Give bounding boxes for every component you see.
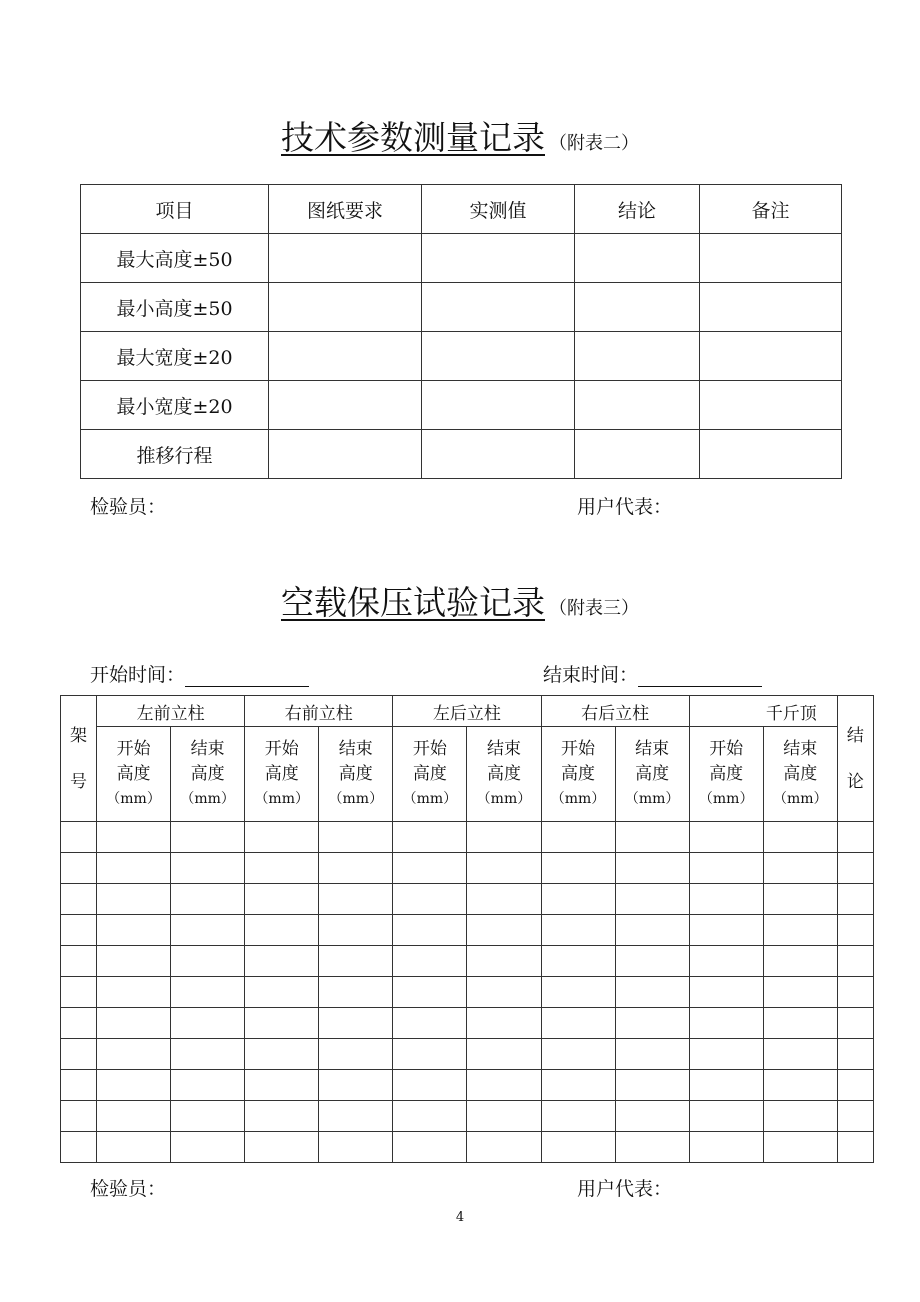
table2-input-cell[interactable] (61, 822, 97, 853)
header-line: 高度 (338, 763, 373, 784)
table2-input-cell[interactable] (393, 977, 467, 1008)
table2-input-cell[interactable] (837, 1132, 873, 1163)
table2-input-cell[interactable] (61, 884, 97, 915)
table2-input-cell[interactable] (763, 1132, 837, 1163)
table1-header-cell: 图纸要求 (269, 185, 422, 234)
section2-title-block (0, 577, 920, 624)
table1-row (81, 283, 842, 332)
table2-data-row (61, 1039, 874, 1070)
table2-data-row (61, 884, 874, 915)
table2-input-cell[interactable] (393, 1070, 467, 1101)
group-header-cell: 右后立柱 (541, 696, 689, 727)
group-header-cell: 左后立柱 (393, 696, 541, 727)
table2-input-cell[interactable] (541, 822, 615, 853)
unit-label: （mm） (106, 790, 161, 807)
table1-item-cell: 最大宽度±20 (81, 332, 269, 381)
table2-input-cell[interactable] (61, 915, 97, 946)
table2-input-cell[interactable] (467, 977, 541, 1008)
header-line: 结束 (190, 738, 225, 759)
frame-number-header (61, 696, 97, 822)
header-line: 开始 (561, 738, 596, 759)
table2-input-cell[interactable] (245, 977, 319, 1008)
table2-input-cell[interactable] (393, 915, 467, 946)
table2-input-cell[interactable] (615, 1039, 689, 1070)
table2-input-cell[interactable] (541, 1132, 615, 1163)
header-line: 结束 (486, 738, 521, 759)
table2-input-cell[interactable] (615, 1101, 689, 1132)
table2-input-cell[interactable] (615, 822, 689, 853)
table2-input-cell[interactable] (541, 977, 615, 1008)
table2-input-cell[interactable] (171, 884, 245, 915)
end-height-header (615, 727, 689, 822)
table2-input-cell[interactable] (615, 884, 689, 915)
table2-input-cell[interactable] (541, 915, 615, 946)
page-number: 4 (455, 1210, 465, 1225)
table1-input-cell[interactable] (269, 283, 422, 332)
frame-number-char: 架 (70, 725, 88, 746)
header-line: 开始 (116, 738, 151, 759)
table1-row (81, 381, 842, 430)
table1-item-cell: 最小高度±50 (81, 283, 269, 332)
table2-input-cell[interactable] (61, 946, 97, 977)
table1-input-cell[interactable] (700, 283, 842, 332)
table1-header-cell: 备注 (700, 185, 842, 234)
unit-label: （mm） (402, 790, 458, 807)
conclusion-char: 结 (846, 725, 864, 746)
table2-input-cell[interactable] (837, 1039, 873, 1070)
table2-input-cell[interactable] (837, 1070, 873, 1101)
table2-input-cell[interactable] (837, 822, 873, 853)
table2-input-cell[interactable] (689, 1039, 763, 1070)
table2-input-cell[interactable] (615, 853, 689, 884)
table1-input-cell[interactable] (269, 430, 422, 479)
table2-input-cell[interactable] (61, 1039, 97, 1070)
table2-input-cell[interactable] (319, 822, 393, 853)
table2-input-cell[interactable] (97, 1070, 171, 1101)
header-line: 高度 (412, 763, 447, 784)
table2-input-cell[interactable] (393, 884, 467, 915)
unit-label: （mm） (698, 790, 754, 807)
table2-input-cell[interactable] (763, 946, 837, 977)
table2-input-cell[interactable] (97, 1101, 171, 1132)
table2-input-cell[interactable] (171, 1101, 245, 1132)
table2-input-cell[interactable] (97, 884, 171, 915)
table2-input-cell[interactable] (763, 1101, 837, 1132)
table2-input-cell[interactable] (467, 822, 541, 853)
header-line: 结束 (783, 738, 818, 759)
table2-input-cell[interactable] (689, 853, 763, 884)
table2-input-cell[interactable] (393, 1008, 467, 1039)
table2-input-cell[interactable] (393, 1101, 467, 1132)
table2-input-cell[interactable] (61, 1008, 97, 1039)
table2-input-cell[interactable] (171, 1008, 245, 1039)
start-height-header (541, 727, 615, 822)
table2-header-row-1 (61, 696, 874, 727)
header-line: 结束 (635, 738, 670, 759)
table2-input-cell[interactable] (171, 946, 245, 977)
table1-input-cell[interactable] (422, 332, 575, 381)
table2-data-row (61, 977, 874, 1008)
unit-label: （mm） (328, 790, 384, 807)
end-height-header (171, 727, 245, 822)
table1-input-cell[interactable] (575, 430, 700, 479)
table2-input-cell[interactable] (763, 822, 837, 853)
table2-input-cell[interactable] (171, 1070, 245, 1101)
table2-input-cell[interactable] (837, 853, 873, 884)
table2-input-cell[interactable] (245, 1039, 319, 1070)
table2-input-cell[interactable] (319, 853, 393, 884)
table2-data-row (61, 822, 874, 853)
table1-input-cell[interactable] (700, 381, 842, 430)
end-height-header (763, 727, 837, 822)
header-line: 开始 (412, 738, 447, 759)
table2-input-cell[interactable] (319, 884, 393, 915)
table2-input-cell[interactable] (467, 853, 541, 884)
unit-label: （mm） (476, 790, 532, 807)
table2-input-cell[interactable] (467, 915, 541, 946)
table1-input-cell[interactable] (422, 430, 575, 479)
table2-input-cell[interactable] (61, 1132, 97, 1163)
unit-label: （mm） (772, 790, 828, 807)
unit-label: （mm） (550, 790, 606, 807)
table2-input-cell[interactable] (763, 884, 837, 915)
table2-input-cell[interactable] (245, 884, 319, 915)
header-line: 开始 (709, 738, 744, 759)
table2-input-cell[interactable] (61, 1101, 97, 1132)
table2-input-cell[interactable] (61, 1070, 97, 1101)
table1-header-row (81, 185, 842, 234)
technical-parameters-table (80, 184, 842, 479)
table2-input-cell[interactable] (393, 822, 467, 853)
header-line: 高度 (116, 763, 151, 784)
table1-row (81, 234, 842, 283)
table2-input-cell[interactable] (393, 1132, 467, 1163)
table2-input-cell[interactable] (541, 1101, 615, 1132)
table2-input-cell[interactable] (245, 946, 319, 977)
table2-input-cell[interactable] (689, 1008, 763, 1039)
header-line: 高度 (486, 763, 521, 784)
table1-input-cell[interactable] (422, 283, 575, 332)
table1-item-cell: 最小宽度±20 (81, 381, 269, 430)
table2-input-cell[interactable] (61, 853, 97, 884)
header-line: 高度 (783, 763, 818, 784)
table2-input-cell[interactable] (97, 915, 171, 946)
table2-input-cell[interactable] (171, 822, 245, 853)
table2-input-cell[interactable] (837, 915, 873, 946)
table2-data-row (61, 1008, 874, 1039)
table2-input-cell[interactable] (319, 977, 393, 1008)
table1-input-cell[interactable] (700, 332, 842, 381)
table1-input-cell[interactable] (575, 234, 700, 283)
table2-input-cell[interactable] (541, 1039, 615, 1070)
table2-input-cell[interactable] (245, 1008, 319, 1039)
header-line: 高度 (264, 763, 299, 784)
section1-title-block (0, 112, 920, 159)
start-height-header (393, 727, 467, 822)
group-header-cell: 右前立柱 (245, 696, 393, 727)
unit-label: （mm） (254, 790, 309, 807)
table1-input-cell[interactable] (422, 234, 575, 283)
table2-data-row (61, 853, 874, 884)
table2-input-cell[interactable] (467, 1008, 541, 1039)
table2-input-cell[interactable] (541, 1008, 615, 1039)
table2-input-cell[interactable] (97, 1008, 171, 1039)
table2-input-cell[interactable] (171, 977, 245, 1008)
table2-input-cell[interactable] (467, 1101, 541, 1132)
table2-input-cell[interactable] (615, 946, 689, 977)
section2-inspector-label: 检验员： (90, 1178, 167, 1200)
section1-user-rep-label: 用户代表： (577, 496, 673, 518)
table2-input-cell[interactable] (97, 977, 171, 1008)
table2-data-row (61, 946, 874, 977)
table2-input-cell[interactable] (171, 1132, 245, 1163)
section2-subtitle: （附表三） (549, 598, 639, 619)
table2-input-cell[interactable] (245, 1070, 319, 1101)
table1-input-cell[interactable] (700, 430, 842, 479)
table2-input-cell[interactable] (245, 915, 319, 946)
table2-input-cell[interactable] (245, 822, 319, 853)
start-height-header (689, 727, 763, 822)
start-time-label: 开始时间： (90, 664, 186, 686)
table2-input-cell[interactable] (393, 853, 467, 884)
conclusion-char: 论 (846, 771, 864, 792)
table1-header-cell: 结论 (575, 185, 700, 234)
table2-input-cell[interactable] (467, 1132, 541, 1163)
table2-input-cell[interactable] (689, 915, 763, 946)
table2-input-cell[interactable] (245, 1132, 319, 1163)
start-time-field (90, 660, 309, 687)
table2-input-cell[interactable] (763, 1070, 837, 1101)
end-time-field (543, 660, 762, 687)
table2-input-cell[interactable] (467, 1039, 541, 1070)
group-header-cell: 左前立柱 (97, 696, 245, 727)
group-header-cell: 千斤顶 (689, 696, 837, 727)
table2-input-cell[interactable] (541, 884, 615, 915)
table2-input-cell[interactable] (171, 915, 245, 946)
unit-label: （mm） (624, 790, 680, 807)
no-load-pressure-test-table (60, 695, 874, 1163)
start-height-header (97, 727, 171, 822)
table2-input-cell[interactable] (97, 1039, 171, 1070)
start-height-header (245, 727, 319, 822)
table2-input-cell[interactable] (319, 915, 393, 946)
table2-input-cell[interactable] (615, 977, 689, 1008)
table2-input-cell[interactable] (171, 1039, 245, 1070)
header-line: 高度 (709, 763, 744, 784)
table2-input-cell[interactable] (319, 1101, 393, 1132)
table2-input-cell[interactable] (319, 1070, 393, 1101)
table2-input-cell[interactable] (245, 1101, 319, 1132)
table2-data-row (61, 1070, 874, 1101)
header-line: 高度 (561, 763, 596, 784)
table2-input-cell[interactable] (615, 1132, 689, 1163)
table2-input-cell[interactable] (615, 1070, 689, 1101)
unit-label: （mm） (180, 790, 235, 807)
table2-input-cell[interactable] (97, 1132, 171, 1163)
table1-input-cell[interactable] (575, 283, 700, 332)
table1-item-cell: 最大高度±50 (81, 234, 269, 283)
start-time-blank[interactable] (185, 664, 309, 687)
table2-input-cell[interactable] (319, 1008, 393, 1039)
table2-input-cell[interactable] (837, 884, 873, 915)
table2-input-cell[interactable] (393, 946, 467, 977)
table2-input-cell[interactable] (97, 853, 171, 884)
table2-input-cell[interactable] (763, 1008, 837, 1039)
table2-input-cell[interactable] (541, 853, 615, 884)
table1-input-cell[interactable] (269, 381, 422, 430)
table2-input-cell[interactable] (61, 977, 97, 1008)
table2-input-cell[interactable] (689, 822, 763, 853)
table2-input-cell[interactable] (837, 977, 873, 1008)
table1-header-cell: 实测值 (422, 185, 575, 234)
conclusion-header (837, 696, 873, 822)
table2-input-cell[interactable] (467, 946, 541, 977)
end-time-label: 结束时间： (543, 664, 639, 686)
table2-input-cell[interactable] (245, 853, 319, 884)
table2-input-cell[interactable] (467, 1070, 541, 1101)
section1-title: 技术参数测量记录 (281, 118, 545, 157)
table1-input-cell[interactable] (700, 234, 842, 283)
header-line: 开始 (264, 738, 299, 759)
table1-input-cell[interactable] (422, 381, 575, 430)
table2-input-cell[interactable] (689, 1070, 763, 1101)
table2-input-cell[interactable] (689, 1101, 763, 1132)
end-height-header (319, 727, 393, 822)
header-line: 高度 (635, 763, 670, 784)
end-height-header (467, 727, 541, 822)
table2-input-cell[interactable] (837, 1101, 873, 1132)
table2-input-cell[interactable] (837, 1008, 873, 1039)
table2-input-cell[interactable] (689, 946, 763, 977)
end-time-blank[interactable] (638, 664, 762, 687)
table2-input-cell[interactable] (615, 915, 689, 946)
table2-data-row (61, 1132, 874, 1163)
table2-input-cell[interactable] (541, 1070, 615, 1101)
table2-input-cell[interactable] (393, 1039, 467, 1070)
table1-input-cell[interactable] (575, 332, 700, 381)
table1-input-cell[interactable] (269, 332, 422, 381)
header-line: 高度 (190, 763, 225, 784)
table2-input-cell[interactable] (763, 853, 837, 884)
table1-input-cell[interactable] (575, 381, 700, 430)
table1-item-cell: 推移行程 (81, 430, 269, 479)
table2-input-cell[interactable] (97, 822, 171, 853)
table2-input-cell[interactable] (171, 853, 245, 884)
section2-title: 空载保压试验记录 (281, 583, 545, 622)
table2-data-row (61, 1101, 874, 1132)
table2-input-cell[interactable] (319, 1039, 393, 1070)
table1-input-cell[interactable] (269, 234, 422, 283)
frame-number-char: 号 (70, 771, 88, 792)
table2-input-cell[interactable] (615, 1008, 689, 1039)
section1-subtitle: （附表二） (549, 133, 639, 154)
table2-input-cell[interactable] (319, 1132, 393, 1163)
table1-header-cell: 项目 (81, 185, 269, 234)
table2-data-row (61, 915, 874, 946)
table2-input-cell[interactable] (763, 977, 837, 1008)
section1-inspector-label: 检验员： (90, 496, 167, 518)
table2-input-cell[interactable] (97, 946, 171, 977)
table2-input-cell[interactable] (467, 884, 541, 915)
section2-user-rep-label: 用户代表： (577, 1178, 673, 1200)
table2-input-cell[interactable] (319, 946, 393, 977)
table2-input-cell[interactable] (689, 977, 763, 1008)
table2-input-cell[interactable] (763, 915, 837, 946)
table2-input-cell[interactable] (541, 946, 615, 977)
table2-header-row-2 (61, 727, 874, 822)
table2-input-cell[interactable] (763, 1039, 837, 1070)
table1-row (81, 332, 842, 381)
table2-input-cell[interactable] (689, 884, 763, 915)
table2-input-cell[interactable] (837, 946, 873, 977)
table1-row (81, 430, 842, 479)
table2-input-cell[interactable] (689, 1132, 763, 1163)
header-line: 结束 (338, 738, 373, 759)
